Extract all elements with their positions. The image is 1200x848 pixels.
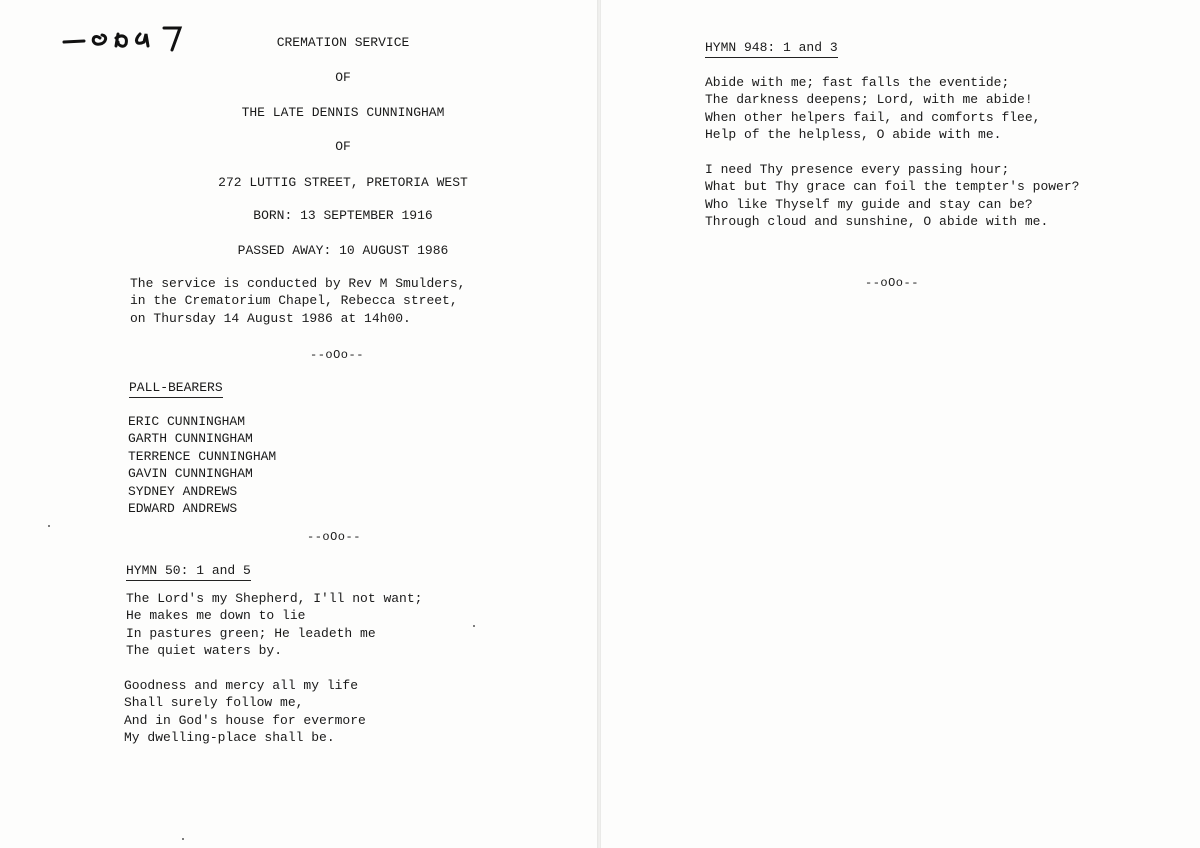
title-deceased-name: THE LATE DENNIS CUNNINGHAM	[241, 105, 445, 120]
separator-1: --oOo--	[310, 348, 364, 362]
hymn-948-line: Through cloud and sunshine, O abide with me.	[705, 214, 1049, 229]
title-passed-away: PASSED AWAY: 10 AUGUST 1986	[237, 243, 449, 258]
handwritten-scribble	[62, 26, 192, 52]
separator-2: --oOo--	[307, 530, 361, 544]
title-cremation-service: CREMATION SERVICE	[276, 35, 410, 50]
pall-bearer-name: GAVIN CUNNINGHAM	[128, 466, 253, 481]
separator-3: --oOo--	[865, 276, 919, 290]
title-address: 272 LUTTIG STREET, PRETORIA WEST	[218, 175, 468, 190]
pall-bearer-name: SYDNEY ANDREWS	[128, 484, 238, 499]
hymn-50-heading: HYMN 50: 1 and 5	[126, 563, 251, 581]
service-line-1: The service is conducted by Rev M Smulders,	[130, 276, 466, 291]
hymn-50-line: The Lord's my Shepherd, I'll not want;	[126, 591, 423, 606]
right-page	[601, 0, 1200, 848]
paper-speck	[182, 838, 184, 840]
hymn-948-line: When other helpers fail, and comforts flee,	[705, 110, 1041, 125]
hymn-948-line: The darkness deepens; Lord, with me abide!	[705, 92, 1033, 107]
hymn-948-line: I need Thy presence every passing hour;	[705, 162, 1010, 177]
pall-bearers-heading: PALL-BEARERS	[129, 380, 223, 398]
hymn-50-line: In pastures green; He leadeth me	[126, 626, 376, 641]
hymn-50-line: And in God's house for evermore	[124, 713, 366, 728]
hymn-948-line: What but Thy grace can foil the tempter's power?	[705, 179, 1080, 194]
service-line-3: on Thursday 14 August 1986 at 14h00.	[130, 311, 411, 326]
hymn-50-line: Goodness and mercy all my life	[124, 678, 359, 693]
hymn-948-line: Help of the helpless, O abide with me.	[705, 127, 1002, 142]
hymn-50-line: Shall surely follow me,	[124, 695, 304, 710]
paper-speck	[48, 525, 50, 527]
hymn-948-heading: HYMN 948: 1 and 3	[705, 40, 838, 58]
hymn-50-line: He makes me down to lie	[126, 608, 306, 623]
hymn-50-line: The quiet waters by.	[126, 643, 283, 658]
pall-bearer-name: EDWARD ANDREWS	[128, 501, 238, 516]
left-page	[0, 0, 597, 848]
hymn-948-line: Abide with me; fast falls the eventide;	[705, 75, 1010, 90]
title-born: BORN: 13 SEPTEMBER 1916	[253, 208, 433, 223]
pall-bearer-name: ERIC CUNNINGHAM	[128, 414, 246, 429]
pall-bearer-name: GARTH CUNNINGHAM	[128, 431, 253, 446]
title-of-1: OF	[335, 70, 351, 85]
pall-bearer-name: TERRENCE CUNNINGHAM	[128, 449, 277, 464]
title-of-2: OF	[335, 139, 351, 154]
hymn-50-line: My dwelling-place shall be.	[124, 730, 335, 745]
paper-speck	[473, 625, 475, 627]
hymn-948-line: Who like Thyself my guide and stay can be?	[705, 197, 1033, 212]
service-line-2: in the Crematorium Chapel, Rebecca street,	[130, 293, 458, 308]
